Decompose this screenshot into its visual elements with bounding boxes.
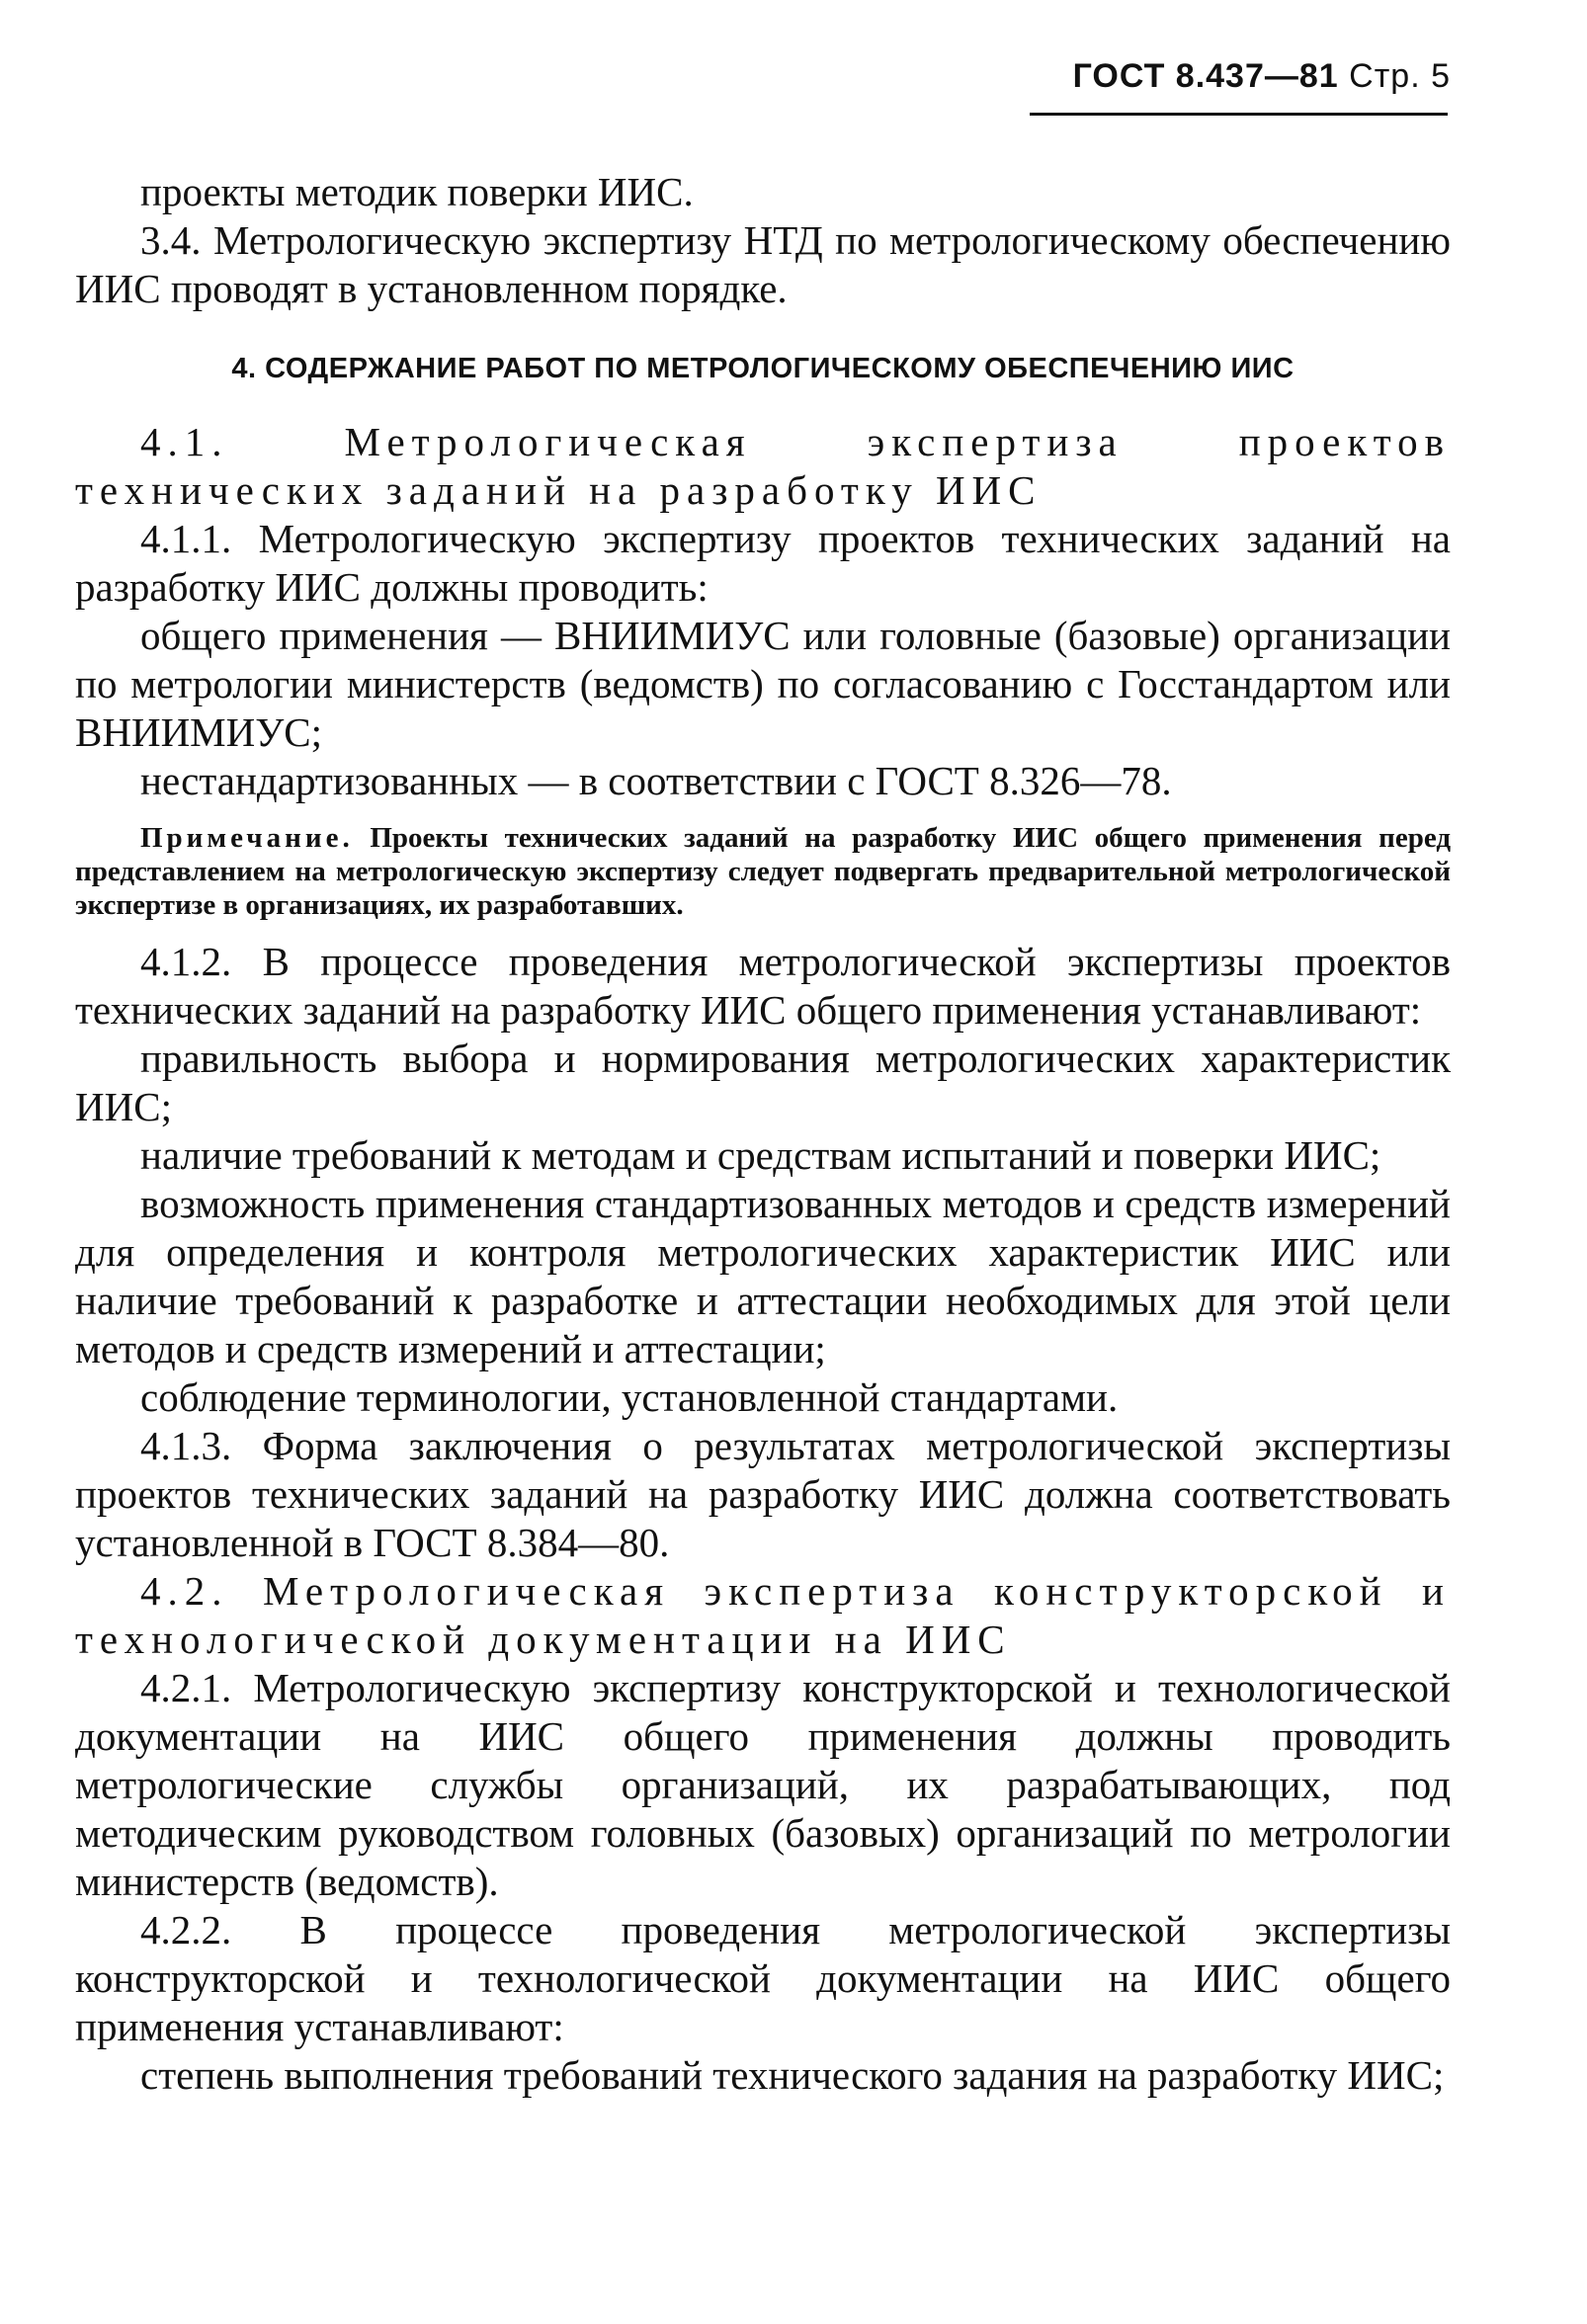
paragraph: 4.1.1. Метрологическую экспертизу проектов технических заданий на разработку ИИС должны проводить: [75, 516, 1451, 610]
header-rule [1030, 113, 1448, 116]
paragraph: 4.2.2. В процессе проведения метрологической экспертизы конструкторской и технологической документации на ИИС общего применения устанавливают: [75, 1907, 1451, 2049]
paragraph: степень выполнения требований технического задания на разработку ИИС; [140, 2052, 1445, 2098]
paragraph: возможность применения стандартизованных методов и средств измерений для определения и контроля метрологических характеристик ИИС или наличие требований к разработке и аттестации необходимых для этой цели методов и средств измерений и аттестации; [75, 1181, 1451, 1371]
page-header [1073, 57, 1451, 96]
paragraph: соблюдение терминологии, установленной стандартами. [140, 1374, 1119, 1420]
paragraph: наличие требований к методам и средствам испытаний и поверки ИИС; [140, 1132, 1381, 1178]
paragraph: общего применения — ВНИИМИУС или головные (базовые) организации по метрологии министерств (ведомств) по согласованию с Госстандартом или ВНИИМИУС; [75, 613, 1451, 755]
document-id: ГОСТ 8.437—81 [1072, 57, 1339, 95]
subsection-heading: 4.1. Метрологическая экспертиза проектов технических заданий на разработку ИИС [75, 419, 1451, 513]
paragraph: 4.1.3. Форма заключения о результатах метрологической экспертизы проектов технических заданий на разработку ИИС должна соответствовать установленной в ГОСТ 8.384—80. [75, 1423, 1451, 1565]
paragraph: 4.2.1. Метрологическую экспертизу конструкторской и технологической документации на ИИС общего применения должны проводить метрологические службы организаций, их разрабатывающих, под методическим руководством головных (базовых) организаций по метрологии министерств (ведомств). [75, 1665, 1451, 1904]
note-text: Проекты технических заданий на разработку ИИС общего применения перед представлением на метрологическую экспертизу следует подвергать предварительной метрологической экспертизе в организациях, их разработавших. [75, 822, 1451, 921]
note [75, 821, 1451, 922]
note-label: Примечание. [140, 822, 354, 854]
section-heading: 4. СОДЕРЖАНИЕ РАБОТ ПО МЕТРОЛОГИЧЕСКОМУ ОБЕСПЕЧЕНИЮ ИИС [231, 353, 1295, 384]
paragraph: 3.4. Метрологическую экспертизу НТД по метрологическому обеспечению ИИС проводят в установленном порядке. [75, 217, 1451, 311]
page-number: Стр. 5 [1349, 57, 1451, 95]
paragraph: 4.1.2. В процессе проведения метрологической экспертизы проектов технических заданий на разработку ИИС общего применения устанавливают: [75, 939, 1451, 1033]
paragraph: проекты методик поверки ИИС. [140, 169, 694, 214]
paragraph: нестандартизованных — в соответствии с ГОСТ 8.326—78. [140, 758, 1172, 803]
subsection-heading: 4.2. Метрологическая экспертиза конструкторской и технологической документации на ИИС [75, 1568, 1451, 1662]
paragraph: правильность выбора и нормирования метрологических характеристик ИИС; [75, 1036, 1451, 1129]
document-body [75, 168, 1451, 2100]
